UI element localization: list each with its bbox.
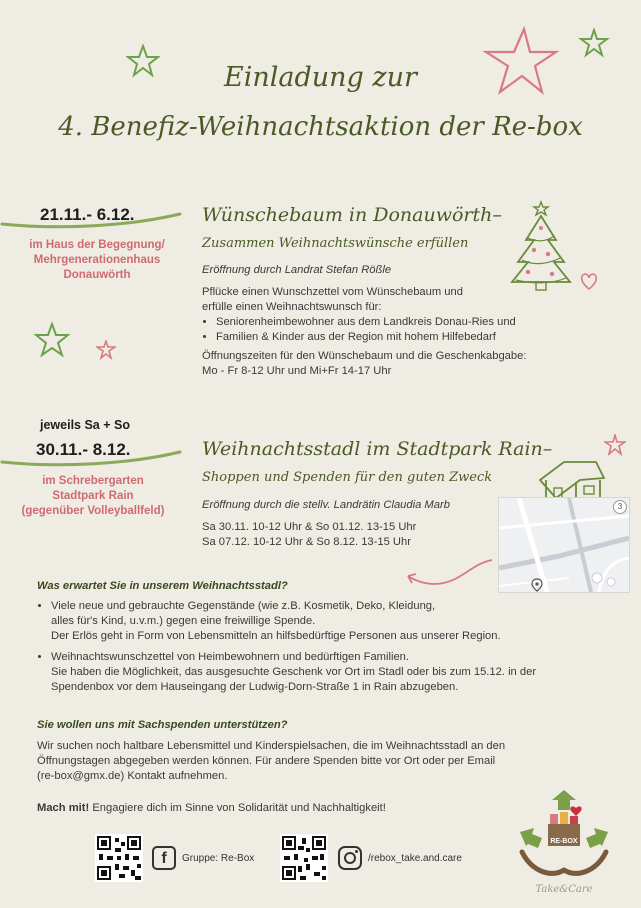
location-line: Mehrgenerationenhaus [33, 254, 161, 266]
list-item: • Seniorenheimbewohner aus dem Landkreis Donau-Ries und [216, 315, 562, 330]
location-line: Stadtpark Rain [52, 490, 134, 502]
event1-location [22, 238, 172, 283]
body-line: • Weihnachtswunschzettel von Heimbewohnern und bedürftigen Familien. [51, 651, 409, 663]
map-badge: 3 [613, 500, 627, 514]
location-line: im Haus der Begegnung/ [29, 239, 165, 251]
event2-pre-date: jeweils Sa + So [40, 418, 130, 432]
location-line: Donauwörth [63, 269, 131, 281]
logo-name: RE-BOX [550, 838, 578, 845]
body-line: Sie haben die Möglichkeit, das ausgesuchte Geschenk vor Ort im Stadl oder bis zum 15.12. in der [51, 666, 537, 678]
recycle-icon [512, 786, 616, 882]
support-text [37, 739, 597, 784]
body-line: Mo - Fr 8-12 Uhr und Mi+Fr 14-17 Uhr [202, 365, 392, 377]
star-icon [604, 434, 626, 456]
event2-subtitle: Shoppen und Spenden für den guten Zweck [202, 470, 493, 485]
christmas-tree-icon [508, 198, 574, 292]
instagram-icon[interactable] [338, 846, 362, 870]
body-line: Pflücke einen Wunschzettel vom Wünschebaum und [202, 286, 463, 298]
event1-title: Wünschebaum in Donauwörth– [202, 204, 502, 226]
star-icon [578, 28, 610, 58]
map-pin-icon[interactable] [531, 578, 543, 592]
header-line2: 4. Benefiz-Weihnachtsaktion der Re-box [58, 112, 583, 142]
star-icon [34, 322, 70, 358]
support-heading: Sie wollen uns mit Sachspenden unterstützen? [37, 719, 288, 731]
event2-opening: Eröffnung durch die stellv. Landrätin Claudia Marb [202, 499, 450, 511]
facebook-label[interactable]: Gruppe: Re-Box [182, 853, 255, 864]
heart-icon [578, 270, 600, 292]
event1-bullets [202, 315, 562, 345]
instagram-label[interactable]: /rebox_take.and.care [368, 853, 462, 864]
body-line: alles für's Kind, u.v.m.) gegen eine freiwillige Spende. [51, 615, 316, 627]
logo-tagline: Take&Care [535, 884, 593, 895]
list-item: • Familien & Kinder aus der Region mit hohem Hilfebedarf [216, 330, 562, 345]
event1-subtitle: Zusammen Weihnachtswünsche erfüllen [202, 236, 469, 251]
cta-text: Engagiere dich im Sinne von Solidarität und Nachhaltigkeit! [89, 802, 386, 814]
list-item [51, 650, 611, 695]
location-map[interactable] [498, 497, 630, 593]
body-line: erfülle einen Weihnachtswunsch für: [202, 301, 382, 313]
header-line1: Einladung zur [224, 62, 417, 93]
event2-location [8, 474, 178, 519]
location-line: (gegenüber Volleyballfeld) [21, 505, 165, 517]
event2-title: Weihnachtsstadl im Stadtpark Rain– [202, 438, 553, 460]
event1-date: 21.11.- 6.12. [40, 205, 135, 224]
map-streets [499, 498, 629, 592]
expect-heading: Was erwartet Sie in unserem Weihnachtsstadl? [37, 580, 288, 592]
list-item [51, 599, 611, 644]
cta-bold: Mach mit! [37, 802, 90, 814]
rebox-logo [512, 786, 616, 904]
body-line: • Viele neue und gebrauchte Gegenstände (wie z.B. Kosmetik, Deko, Kleidung, [51, 600, 436, 612]
facebook-icon[interactable]: f [152, 846, 176, 870]
body-line: (re-box@gmx.de) Kontakt aufnehmen. [37, 770, 228, 782]
arrow-icon [400, 554, 500, 594]
body-line: Öffnungstagen abgegeben werden können. Für andere Spenden bitte vor Ort oder per Email [37, 755, 496, 767]
qr-code-facebook[interactable] [95, 834, 143, 882]
body-line: Öffnungszeiten für den Wünschebaum und die Geschenkabgabe: [202, 350, 527, 362]
expect-list [37, 599, 611, 695]
body-line: Der Erlös geht in Form von Lebensmitteln an hilfsbedürftige Personen aus unserer Region. [51, 630, 501, 642]
event2-times [202, 520, 416, 550]
body-line: Spendenbox vor dem Hauseingang der Ludwig-Dorn-Straße 1 in Rain abzugeben. [51, 681, 459, 693]
location-line: im Schrebergarten [42, 475, 144, 487]
event1-body [202, 285, 562, 379]
body-line: Wir suchen noch haltbare Lebensmittel und Kinderspielsachen, die im Weihnachtsstadl an den [37, 740, 506, 752]
body-line: Sa 30.11. 10-12 Uhr & So 01.12. 13-15 Uhr [202, 521, 417, 533]
star-icon [96, 340, 116, 360]
qr-code-instagram[interactable] [280, 834, 328, 882]
event1-opening: Eröffnung durch Landrat Stefan Rößle [202, 264, 392, 276]
event2-date: 30.11.- 8.12. [36, 440, 131, 459]
call-to-action [37, 801, 386, 816]
body-line: Sa 07.12. 10-12 Uhr & So 8.12. 13-15 Uhr [202, 536, 411, 548]
